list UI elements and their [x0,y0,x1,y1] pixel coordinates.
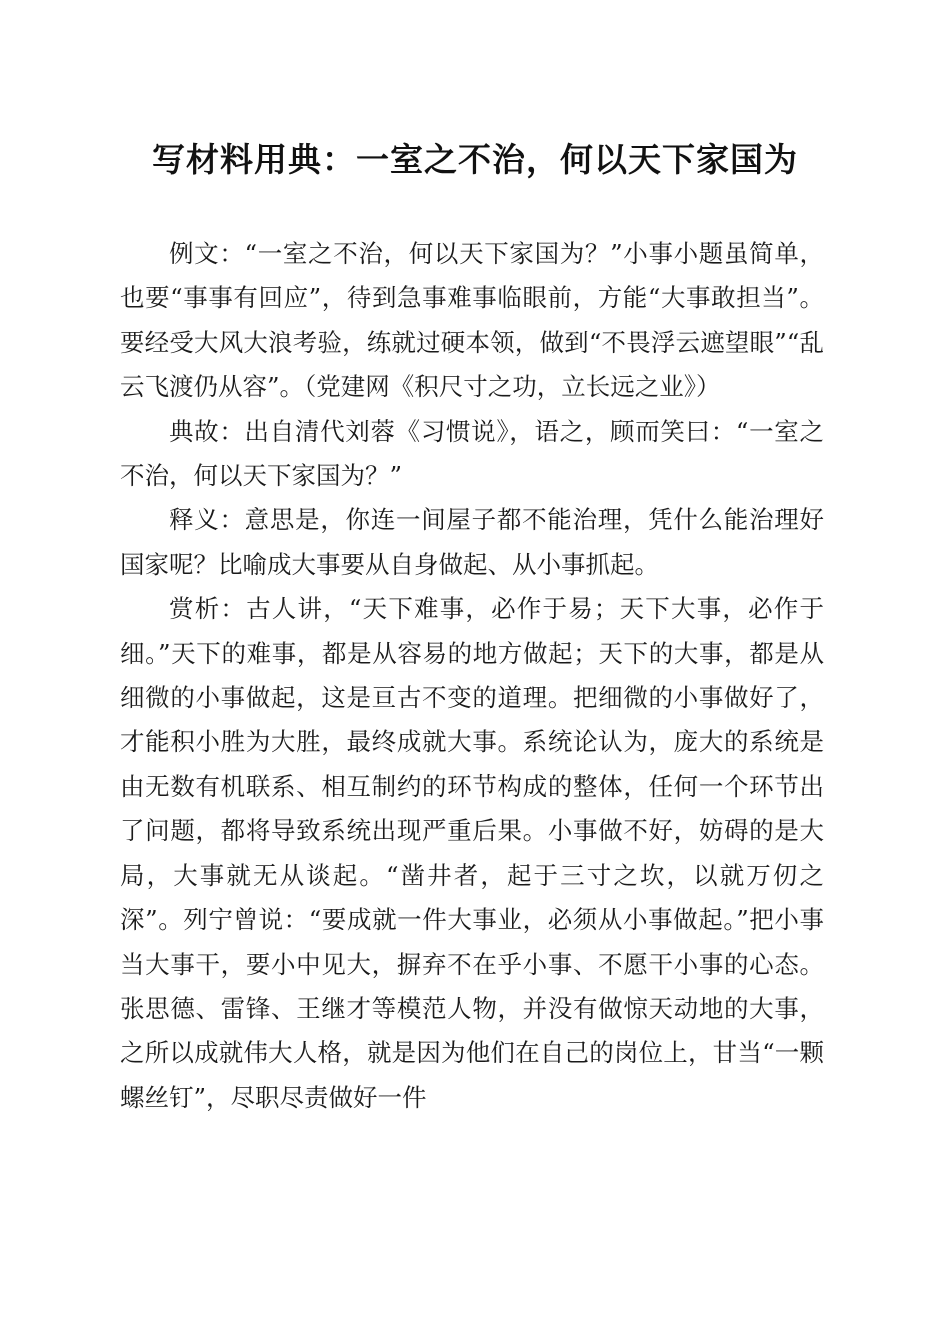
paragraph-appreciation: 赏析：古人讲，“天下难事，必作于易；天下大事，必作于细。”天下的难事，都是从容易的地方做起；天下的大事，都是从细微的小事做起，这是亘古不变的道理。把细微的小事做好了，才能积小胜为大胜，最终成就大事。系统论认为，庞大的系统是由无数有机联系、相互制约的环节构成的整体，任何一个环节出了问题，都将导致系统出现严重后果。小事做不好，妨碍的是大局，大事就无从谈起。“凿井者，起于三寸之坎，以就万仞之深”。列宁曾说：“要成就一件大事业，必须从小事做起。”把小事当大事干，要小中见大，摒弃不在乎小事、不愿干小事的心态。张思德、雷锋、王继才等模范人物，并没有做惊天动地的大事，之所以成就伟大人格，就是因为他们在自己的岗位上，甘当“一颗螺丝钉”，尽职尽责做好一件 [120,594,824,1112]
document-body [120,232,824,1120]
paragraph-example: 例文：“一室之不治，何以天下家国为？”小事小题虽简单，也要“事事有回应”，待到急事难事临眼前，方能“大事敢担当”。要经受大风大浪考验，练就过硬本领，做到“不畏浮云遮望眼”“乱云飞渡仍从容”。（党建网《积尺寸之功，立长远之业》） [120,239,824,402]
document-title: 写材料用典：一室之不治，何以天下家国为 [152,140,798,179]
paragraph-allusion: 典故：出自清代刘蓉《习惯说》，语之，顾而笑曰：“一室之不治，何以天下家国为？” [120,416,824,491]
paragraph-meaning: 释义：意思是，你连一间屋子都不能治理，凭什么能治理好国家呢？比喻成大事要从自身做起、从小事抓起。 [120,505,824,579]
